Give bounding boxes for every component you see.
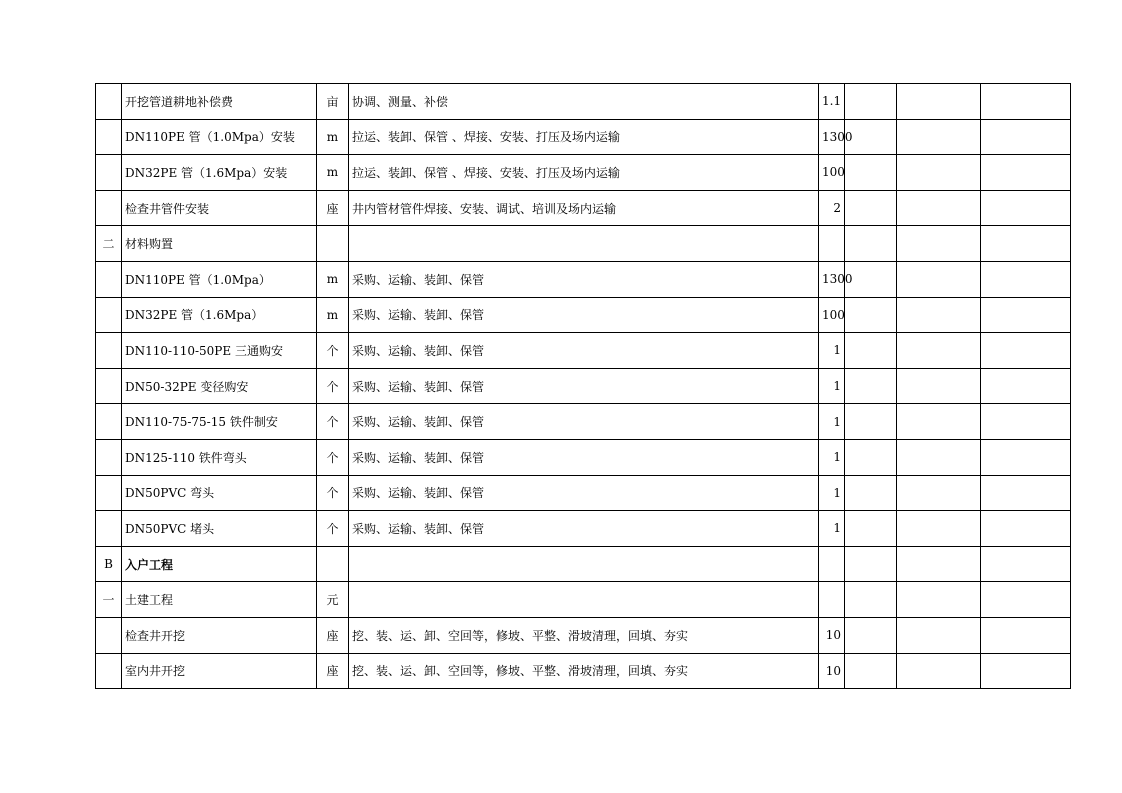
remark-cell — [981, 297, 1071, 333]
table-row — [96, 226, 1071, 262]
remark-cell — [981, 546, 1071, 582]
quantity-cell: 1 — [819, 511, 845, 547]
unit-price-cell — [845, 582, 897, 618]
unit-price-cell — [845, 546, 897, 582]
work-content-cell: 挖、装、运、卸、空回等，修坡、平整、滑坡清理，回填、夯实 — [349, 617, 819, 653]
item-name-cell: 室内井开挖 — [122, 653, 317, 689]
table-row — [96, 84, 1071, 120]
work-content-cell: 采购、运输、装卸、保管 — [349, 368, 819, 404]
work-content-cell: 采购、运输、装卸、保管 — [349, 404, 819, 440]
table-row — [96, 155, 1071, 191]
row-index-cell: 二 — [96, 226, 122, 262]
remark-cell — [981, 582, 1071, 618]
unit-price-cell — [845, 404, 897, 440]
amount-cell — [897, 617, 981, 653]
item-name-cell: 材料购置 — [122, 226, 317, 262]
row-index-cell — [96, 404, 122, 440]
item-name-cell: 土建工程 — [122, 582, 317, 618]
table-row — [96, 475, 1071, 511]
work-content-cell: 采购、运输、装卸、保管 — [349, 439, 819, 475]
unit-price-cell — [845, 190, 897, 226]
unit-cell: 个 — [317, 368, 349, 404]
quantity-cell: 1 — [819, 439, 845, 475]
quantity-cell: 10 — [819, 653, 845, 689]
table-row — [96, 368, 1071, 404]
table-row — [96, 261, 1071, 297]
item-name-cell: 检查井开挖 — [122, 617, 317, 653]
remark-cell — [981, 119, 1071, 155]
work-content-cell: 采购、运输、装卸、保管 — [349, 333, 819, 369]
unit-cell: 座 — [317, 617, 349, 653]
amount-cell — [897, 511, 981, 547]
row-index-cell: B — [96, 546, 122, 582]
table-row — [96, 190, 1071, 226]
unit-cell: 元 — [317, 582, 349, 618]
item-name-cell: 检查井管件安装 — [122, 190, 317, 226]
work-content-cell: 井内管材管件焊接、安装、调试、培训及场内运输 — [349, 190, 819, 226]
work-content-cell: 拉运、装卸、保管 、焊接、安装、打压及场内运输 — [349, 119, 819, 155]
quantity-cell: 100 — [819, 155, 845, 191]
quantity-cell: 1300 — [819, 261, 845, 297]
work-content-cell — [349, 582, 819, 618]
amount-cell — [897, 297, 981, 333]
work-content-cell: 采购、运输、装卸、保管 — [349, 511, 819, 547]
amount-cell — [897, 582, 981, 618]
table-row — [96, 439, 1071, 475]
table-row — [96, 511, 1071, 547]
amount-cell — [897, 333, 981, 369]
item-name-cell: 入户工程 — [122, 546, 317, 582]
unit-price-cell — [845, 653, 897, 689]
amount-cell — [897, 439, 981, 475]
item-name-cell: DN110PE 管（1.0Mpa）安装 — [122, 119, 317, 155]
unit-cell: m — [317, 155, 349, 191]
work-content-cell: 采购、运输、装卸、保管 — [349, 261, 819, 297]
remark-cell — [981, 190, 1071, 226]
amount-cell — [897, 404, 981, 440]
item-name-cell: DN32PE 管（1.6Mpa） — [122, 297, 317, 333]
work-content-cell: 协调、测量、补偿 — [349, 84, 819, 120]
remark-cell — [981, 333, 1071, 369]
unit-price-cell — [845, 368, 897, 404]
item-name-cell: DN125-110 铁件弯头 — [122, 439, 317, 475]
row-index-cell: 一 — [96, 582, 122, 618]
unit-price-cell — [845, 333, 897, 369]
row-index-cell — [96, 475, 122, 511]
unit-cell: m — [317, 297, 349, 333]
remark-cell — [981, 439, 1071, 475]
quantity-cell — [819, 226, 845, 262]
unit-cell: 个 — [317, 475, 349, 511]
row-index-cell — [96, 84, 122, 120]
quantity-cell: 1300 — [819, 119, 845, 155]
work-content-cell — [349, 226, 819, 262]
remark-cell — [981, 226, 1071, 262]
quantity-cell: 2 — [819, 190, 845, 226]
remark-cell — [981, 84, 1071, 120]
table-body — [96, 84, 1071, 689]
unit-cell: 亩 — [317, 84, 349, 120]
unit-price-cell — [845, 439, 897, 475]
unit-cell: 个 — [317, 511, 349, 547]
table-row — [96, 404, 1071, 440]
item-name-cell: 开挖管道耕地补偿费 — [122, 84, 317, 120]
quantity-cell: 1.1 — [819, 84, 845, 120]
item-name-cell: DN110-110-50PE 三通购安 — [122, 333, 317, 369]
amount-cell — [897, 261, 981, 297]
remark-cell — [981, 653, 1071, 689]
unit-cell: 个 — [317, 404, 349, 440]
remark-cell — [981, 155, 1071, 191]
amount-cell — [897, 653, 981, 689]
table-row — [96, 582, 1071, 618]
amount-cell — [897, 190, 981, 226]
unit-price-cell — [845, 475, 897, 511]
item-name-cell: DN32PE 管（1.6Mpa）安装 — [122, 155, 317, 191]
item-name-cell: DN110PE 管（1.0Mpa） — [122, 261, 317, 297]
unit-price-cell — [845, 511, 897, 547]
work-content-cell: 拉运、装卸、保管 、焊接、安装、打压及场内运输 — [349, 155, 819, 191]
quantity-cell: 1 — [819, 475, 845, 511]
work-content-cell: 挖、装、运、卸、空回等，修坡、平整、滑坡清理，回填、夯实 — [349, 653, 819, 689]
row-index-cell — [96, 439, 122, 475]
item-name-cell: DN110-75-75-15 铁件制安 — [122, 404, 317, 440]
quantity-cell: 100 — [819, 297, 845, 333]
row-index-cell — [96, 190, 122, 226]
table-row — [96, 617, 1071, 653]
unit-cell — [317, 226, 349, 262]
remark-cell — [981, 475, 1071, 511]
amount-cell — [897, 119, 981, 155]
amount-cell — [897, 84, 981, 120]
remark-cell — [981, 368, 1071, 404]
table-row — [96, 653, 1071, 689]
amount-cell — [897, 368, 981, 404]
row-index-cell — [96, 297, 122, 333]
quantity-table — [95, 83, 1071, 689]
quantity-cell — [819, 546, 845, 582]
amount-cell — [897, 226, 981, 262]
unit-price-cell — [845, 155, 897, 191]
remark-cell — [981, 261, 1071, 297]
row-index-cell — [96, 261, 122, 297]
table-row — [96, 119, 1071, 155]
work-content-cell: 采购、运输、装卸、保管 — [349, 297, 819, 333]
item-name-cell: DN50PVC 弯头 — [122, 475, 317, 511]
unit-cell: 座 — [317, 190, 349, 226]
quantity-cell: 1 — [819, 368, 845, 404]
unit-price-cell — [845, 297, 897, 333]
amount-cell — [897, 475, 981, 511]
quantity-cell: 1 — [819, 333, 845, 369]
unit-cell: m — [317, 119, 349, 155]
unit-cell: 座 — [317, 653, 349, 689]
table-row — [96, 297, 1071, 333]
item-name-cell: DN50PVC 堵头 — [122, 511, 317, 547]
unit-price-cell — [845, 84, 897, 120]
work-content-cell: 采购、运输、装卸、保管 — [349, 475, 819, 511]
row-index-cell — [96, 368, 122, 404]
item-name-cell: DN50-32PE 变径购安 — [122, 368, 317, 404]
unit-price-cell — [845, 617, 897, 653]
table-row — [96, 333, 1071, 369]
row-index-cell — [96, 333, 122, 369]
quantity-cell: 1 — [819, 404, 845, 440]
work-content-cell — [349, 546, 819, 582]
unit-price-cell — [845, 226, 897, 262]
quantity-cell — [819, 582, 845, 618]
row-index-cell — [96, 653, 122, 689]
remark-cell — [981, 511, 1071, 547]
row-index-cell — [96, 155, 122, 191]
unit-cell: 个 — [317, 333, 349, 369]
unit-cell — [317, 546, 349, 582]
table-row — [96, 546, 1071, 582]
amount-cell — [897, 546, 981, 582]
row-index-cell — [96, 511, 122, 547]
remark-cell — [981, 617, 1071, 653]
quantity-cell: 10 — [819, 617, 845, 653]
unit-cell: 个 — [317, 439, 349, 475]
amount-cell — [897, 155, 981, 191]
remark-cell — [981, 404, 1071, 440]
row-index-cell — [96, 617, 122, 653]
row-index-cell — [96, 119, 122, 155]
unit-cell: m — [317, 261, 349, 297]
